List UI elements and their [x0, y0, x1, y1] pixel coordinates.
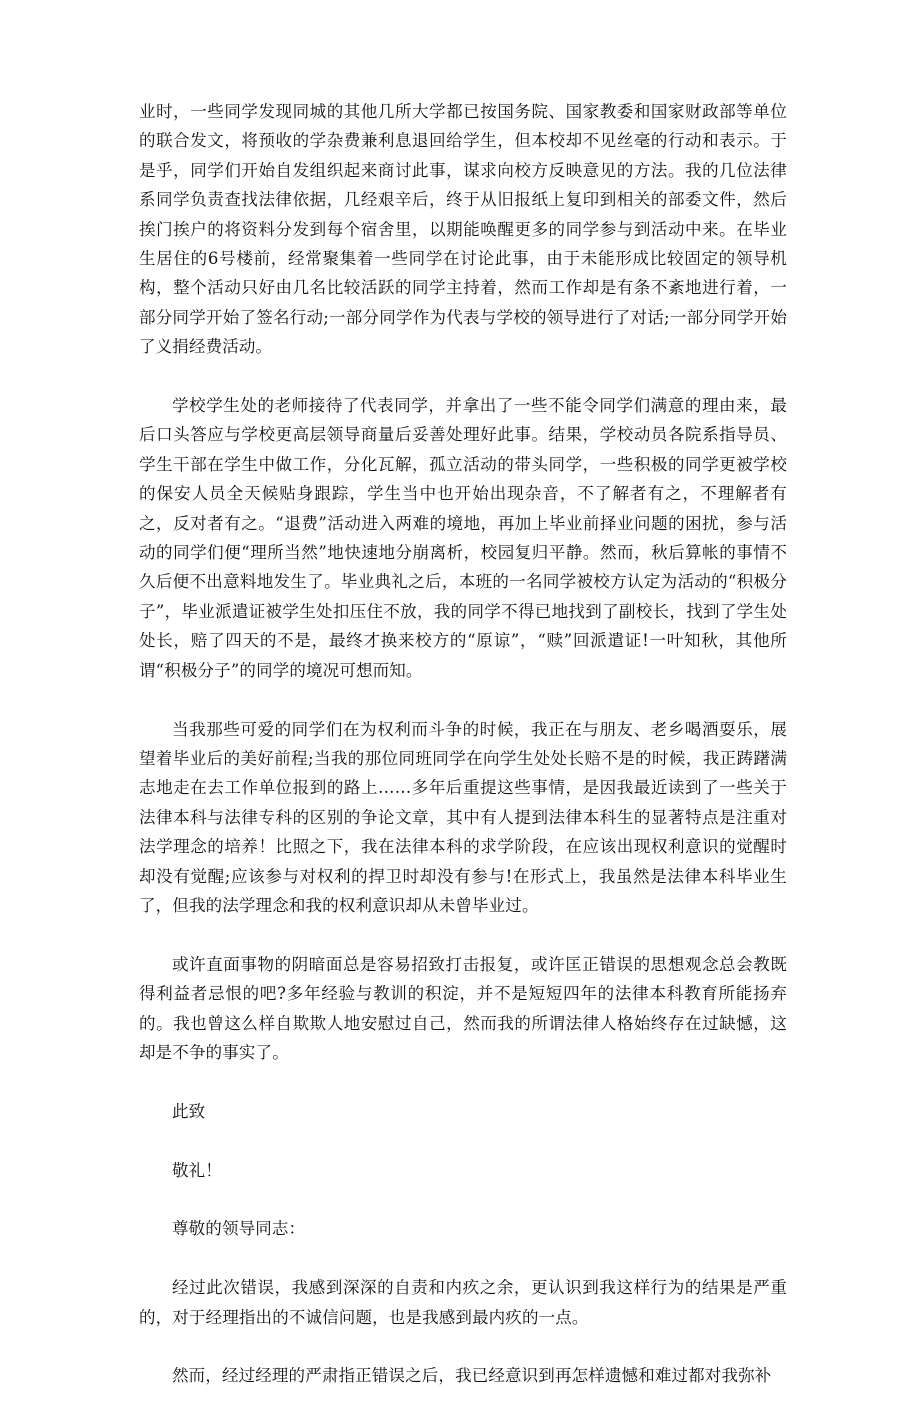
paragraph-4: 或许直面事物的阴暗面总是容易招致打击报复，或许匡正错误的思想观念总会教既得利益者忌恨的吧?多年经验与教训的积淀，并不是短短四年的法律本科教育所能扬弃的。我也曾这么样自欺欺人地安慰过自己，然而我的所谓法律人格始终存在过缺憾，这却是不争的事实了。 [139, 954, 787, 1062]
paragraph-1: 业时，一些同学发现同城的其他几所大学都已按国务院、国家教委和国家财政部等单位的联合发文，将预收的学杂费兼利息退回给学生，但本校却不见丝毫的行动和表示。于是乎，同学们开始自发组织起来商讨此事，谋求向校方反映意见的方法。我的几位法律系同学负责查找法律依据，几经艰辛后，终于从旧报纸上复印到相关的部委文件，然后挨门挨户的将资料分发到每个宿舍里，以期能唤醒更多的同学参与到活动中来。在毕业生居住的6号楼前，经常聚集着一些同学在讨论此事，由于未能形成比较固定的领导机构，整个活动只好由几名比较活跃的同学主持着，然而工作却是有条不紊地进行着，一部分同学开始了签名行动;一部分同学作为代表与学校的领导进行了对话;一部分同学开始了义捐经费活动。 [139, 102, 787, 357]
paragraph-3: 当我那些可爱的同学们在为权利而斗争的时候，我正在与朋友、老乡喝酒耍乐，展望着毕业后的美好前程;当我的那位同班同学在向学生处处长赔不是的时候，我正踌躇满志地走在去工作单位报到的路上……多年后重提这些事情，是因我最近读到了一些关于法律本科与法律专科的区别的争论文章，其中有人提到法律本科生的显著特点是注重对法学理念的培养！比照之下，我在法律本科的求学阶段，在应该出现权利意识的觉醒时却没有觉醒;应该参与对权利的捍卫时却没有参与!在形式上，我虽然是法律本科毕业生了，但我的法学理念和我的权利意识却从未曾毕业过。 [139, 719, 787, 915]
paragraph-5: 经过此次错误，我感到深深的自责和内疚之余，更认识到我这样行为的结果是严重的，对于经理指出的不诚信问题，也是我感到最内疚的一点。 [139, 1278, 787, 1327]
closing-regards: 敬礼！ [172, 1160, 222, 1180]
paragraph-2: 学校学生处的老师接待了代表同学，并拿出了一些不能令同学们满意的理由来，最后口头答应与学校更高层领导商量后妥善处理好此事。结果，学校动员各院系指导员、学生干部在学生中做工作，分化瓦解，孤立活动的带头同学，一些积极的同学更被学校的保安人员全天候贴身跟踪，学生当中也开始出现杂音，不了解者有之，不理解者有之，反对者有之。“退费”活动进入两难的境地，再加上毕业前择业问题的困扰，参与活动的同学们便“理所当然”地快速地分崩离析，校园复归平静。然而，秋后算帐的事情不久后便不出意料地发生了。毕业典礼之后，本班的一名同学被校方认定为活动的“积极分子”，毕业派遣证被学生处扣压住不放，我的同学不得已地找到了副校长，找到了学生处处长，赔了四天的不是，最终才换来校方的“原谅”，“赎”回派遣证!一叶知秋，其他所谓“积极分子”的同学的境况可想而知。 [139, 396, 787, 680]
paragraph-6: 然而，经过经理的严肃指正错误之后，我已经意识到再怎样遗憾和难过都对我弥补 [172, 1366, 772, 1386]
document-body [139, 97, 787, 1420]
letter-greeting: 尊敬的领导同志： [172, 1219, 306, 1239]
closing-salutation: 此致 [172, 1101, 206, 1121]
